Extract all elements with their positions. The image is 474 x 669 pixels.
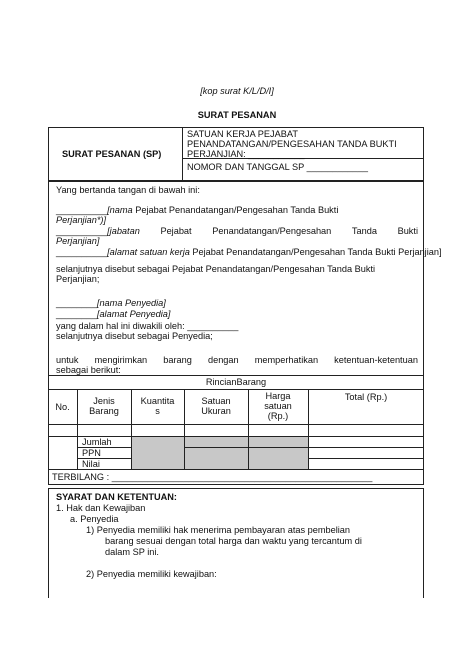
satuan-kerja-line1: SATUAN KERJA PEJABAT — [187, 129, 298, 139]
col-satuan-2: Ukuran — [201, 406, 231, 416]
syarat-kewajiban: 2) Penyedia memiliki kewajiban: — [86, 569, 217, 579]
syarat-item-a: a. Penyedia — [70, 514, 119, 524]
syarat-title: SYARAT DAN KETENTUAN: — [56, 492, 177, 502]
syarat-hak-line1: 1) Penyedia memiliki hak menerima pembayaran atas pembelian — [86, 525, 351, 535]
nama-pejabat-line2: Perjanjian*)] — [56, 215, 107, 225]
document-title: SURAT PESANAN — [197, 110, 277, 120]
syarat-item-1: 1. Hak dan Kewajiban — [56, 503, 146, 513]
letterhead-placeholder: [kop surat K/L/D/I] — [200, 86, 274, 96]
nomor-tanggal-sp: NOMOR DAN TANGGAL SP ____________ — [187, 162, 368, 172]
jabatan-pejabat-line1: __________[jabatan Pejabat Penandatangan/Pengesahan Tanda Bukti — [56, 226, 418, 236]
terbilang: TERBILANG : ___________________________________________________ — [52, 472, 373, 482]
rincian-title: RincianBarang — [205, 377, 267, 387]
col-no: No. — [55, 402, 70, 412]
disebut-penyedia-text: selanjutnya disebut sebagai Penyedia; — [56, 331, 213, 341]
syarat-hak-line2: barang sesuai dengan total harga dan waktu yang tercantum di — [105, 536, 362, 546]
satuan-kerja-line2: PENANDATANGAN/PENGESAHAN TANDA BUKTI — [187, 139, 397, 149]
col-satuan-1: Satuan — [201, 396, 231, 406]
summary-ppn: PPN — [82, 448, 101, 458]
col-kuantitas-1: Kuantita — [140, 396, 175, 406]
col-harga-1: Harga — [265, 391, 291, 401]
intro-text: Yang bertanda tangan di bawah ini: — [56, 185, 200, 195]
alamat-penyedia: ________[alamat Penyedia] — [56, 309, 171, 319]
col-jenis-2: Barang — [89, 406, 119, 416]
untuk-line1: untuk mengirimkan barang dengan memperhatikan ketentuan-ketentuan — [56, 355, 418, 365]
col-kuantitas-2: s — [155, 406, 160, 416]
disebut-pejabat-line2: Perjanjian; — [56, 274, 100, 284]
diwakili-text: yang dalam hal ini diwakili oleh: __________ — [56, 321, 239, 331]
col-harga-2: satuan — [264, 401, 292, 411]
satuan-kerja-line3: PERJANJIAN: ___________ — [187, 149, 305, 159]
nama-penyedia: ________[nama Penyedia] — [56, 298, 166, 308]
nama-pejabat-line1: __________[nama Pejabat Penandatangan/Pengesahan Tanda Bukti — [56, 205, 339, 215]
jabatan-pejabat-line2: Perjanjian] — [56, 236, 100, 246]
col-total: Total (Rp.) — [344, 392, 388, 402]
untuk-line2: sebagai berikut: — [56, 365, 121, 375]
alamat-satker-line1: __________[alamat satuan kerja Pejabat Penandatangan/Pengesahan Tanda Bukti Perjanjian] — [56, 247, 442, 257]
disebut-pejabat-line1: selanjutnya disebut sebagai Pejabat Penandatangan/Pengesahan Tanda Bukti — [56, 264, 376, 274]
syarat-hak-line3: dalam SP ini. — [105, 547, 159, 557]
col-jenis-1: Jenis — [93, 396, 115, 406]
summary-nilai: Nilai — [82, 459, 100, 469]
col-harga-3: (Rp.) — [267, 411, 289, 421]
sp-label: SURAT PESANAN (SP) — [62, 149, 162, 159]
summary-jumlah: Jumlah — [82, 437, 112, 447]
